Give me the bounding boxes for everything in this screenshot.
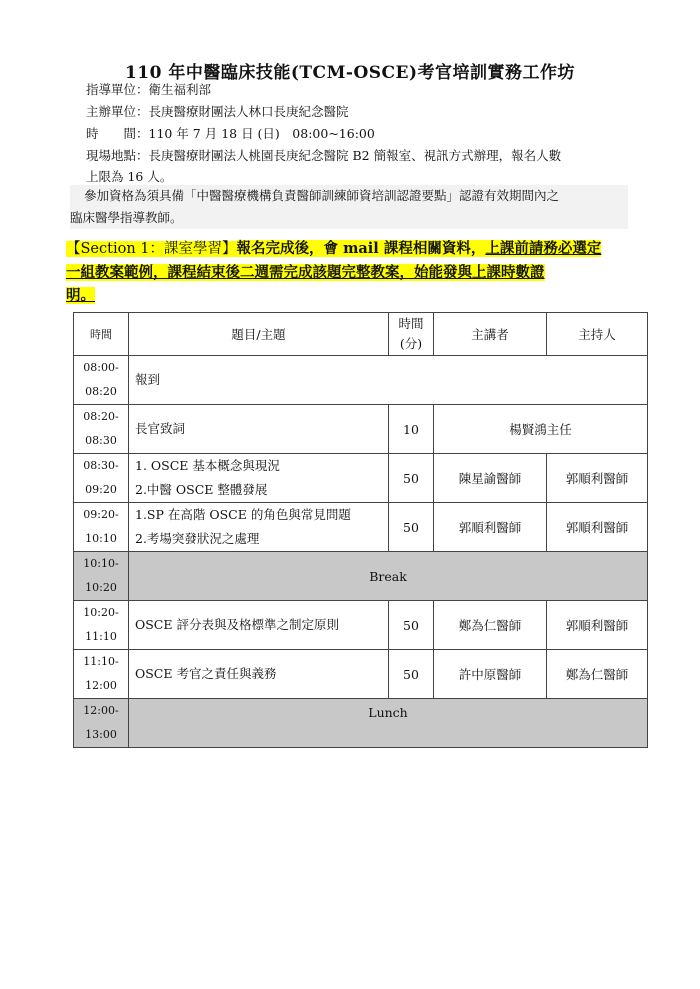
row-time-end: 08:20 <box>85 385 117 398</box>
row-minutes: 50 <box>389 503 434 552</box>
section-notice <box>66 237 646 307</box>
eligibility-line-1: 參加資格為須具備「中醫醫療機構負責醫師訓練師資培訓認證要點」認證有效期間內之 <box>84 188 560 203</box>
row-time-start: 10:20- <box>83 606 119 619</box>
row-topic-line-2: 2.中醫 OSCE 整體發展 <box>135 482 268 497</box>
row-lecturer: 郭順利醫師 <box>434 503 547 552</box>
header-minutes <box>389 313 434 356</box>
header-minutes-a: 時間 <box>398 316 424 331</box>
venue: 現場地點：長庚醫療財團法人桃園長庚紀念醫院 B2 簡報室、視訊方式辦理，報名人數 <box>86 148 562 163</box>
row-time-end: 11:10 <box>85 630 117 643</box>
row-topic <box>129 454 389 503</box>
row-time-start: 08:30- <box>83 459 119 472</box>
row-minutes: 50 <box>389 454 434 503</box>
row-topic: OSCE 評分表與及格標準之制定原則 <box>129 601 389 650</box>
row-time-start: 10:10- <box>83 557 119 570</box>
row-time <box>74 503 129 552</box>
section-text: 報名完成後，會 mail 課程相關資料， <box>236 240 486 257</box>
row-time-end: 13:00 <box>85 728 117 741</box>
page-title: 110 年中醫臨床技能(TCM-OSCE)考官培訓實務工作坊 <box>124 63 576 83</box>
row-minutes: 10 <box>389 405 434 454</box>
row-lecturer: 陳星諭醫師 <box>434 454 547 503</box>
row-time-start: 08:20- <box>83 410 119 423</box>
row-time <box>74 454 129 503</box>
eligibility-line-2: 臨床醫學指導教師。 <box>70 210 183 225</box>
row-time <box>74 650 129 699</box>
row-time-end: 10:20 <box>85 581 117 594</box>
header-lecturer: 主講者 <box>434 313 547 356</box>
row-time <box>74 601 129 650</box>
venue-capacity: 上限為 16 人。 <box>86 169 173 184</box>
row-topic: 報到 <box>129 356 648 405</box>
section-underlined-1: 上課前請務必選定 <box>485 240 602 257</box>
row-topic-line-2: 2.考場突發狀況之處理 <box>135 531 260 546</box>
row-time-start: 08:00- <box>83 361 119 374</box>
table-row-lunch <box>74 699 648 748</box>
table-row <box>74 503 648 552</box>
row-time <box>74 405 129 454</box>
table-row-break <box>74 552 648 601</box>
row-time <box>74 699 129 748</box>
header-topic: 題目/主題 <box>129 313 389 356</box>
header-host: 主持人 <box>547 313 648 356</box>
table-row <box>74 356 648 405</box>
section-tag: 【Section 1：課室學習】 <box>66 241 237 257</box>
row-time-start: 11:10- <box>83 655 119 668</box>
row-host: 郭順利醫師 <box>547 454 648 503</box>
row-topic: Break <box>129 552 648 601</box>
row-topic: 長官致詞 <box>129 405 389 454</box>
eligibility-block <box>70 185 628 229</box>
section-underlined-3: 明。 <box>66 287 95 304</box>
row-time-start: 12:00- <box>83 704 119 717</box>
row-topic: Lunch <box>129 699 648 748</box>
row-host: 郭順利醫師 <box>547 601 648 650</box>
row-time-end: 10:10 <box>85 532 117 545</box>
row-topic: OSCE 考官之責任與義務 <box>129 650 389 699</box>
row-host: 鄭為仁醫師 <box>547 650 648 699</box>
row-time-end: 08:30 <box>85 434 117 447</box>
header-minutes-b: (分) <box>399 336 423 351</box>
organizer: 主辦單位：長庚醫療財團法人林口長庚紀念醫院 <box>86 104 349 119</box>
row-topic-line-1: 1. OSCE 基本概念與現況 <box>135 458 280 473</box>
row-minutes: 50 <box>389 650 434 699</box>
header-time: 時間 <box>74 313 129 356</box>
event-time: 時 間：110 年 7 月 18 日 (日) 08:00~16:00 <box>86 126 375 141</box>
row-time <box>74 552 129 601</box>
table-row <box>74 601 648 650</box>
row-lecturer: 鄭為仁醫師 <box>434 601 547 650</box>
row-lecturer: 楊賢鴻主任 <box>434 405 648 454</box>
row-host: 郭順利醫師 <box>547 503 648 552</box>
row-topic <box>129 503 389 552</box>
row-lecturer: 許中原醫師 <box>434 650 547 699</box>
section-underlined-2: 一組教案範例，課程結束後二週需完成該題完整教案，始能發與上課時數證 <box>66 264 545 281</box>
row-minutes: 50 <box>389 601 434 650</box>
row-time-start: 09:20- <box>83 508 119 521</box>
table-row <box>74 454 648 503</box>
table-row <box>74 405 648 454</box>
table-row <box>74 650 648 699</box>
row-time-end: 09:20 <box>85 483 117 496</box>
row-time <box>74 356 129 405</box>
row-topic-line-1: 1.SP 在高階 OSCE 的角色與常見問題 <box>135 507 351 522</box>
schedule-table <box>73 312 648 748</box>
table-header-row <box>74 313 648 356</box>
guiding-unit: 指導單位：衛生福利部 <box>86 82 212 97</box>
row-time-end: 12:00 <box>85 679 117 692</box>
